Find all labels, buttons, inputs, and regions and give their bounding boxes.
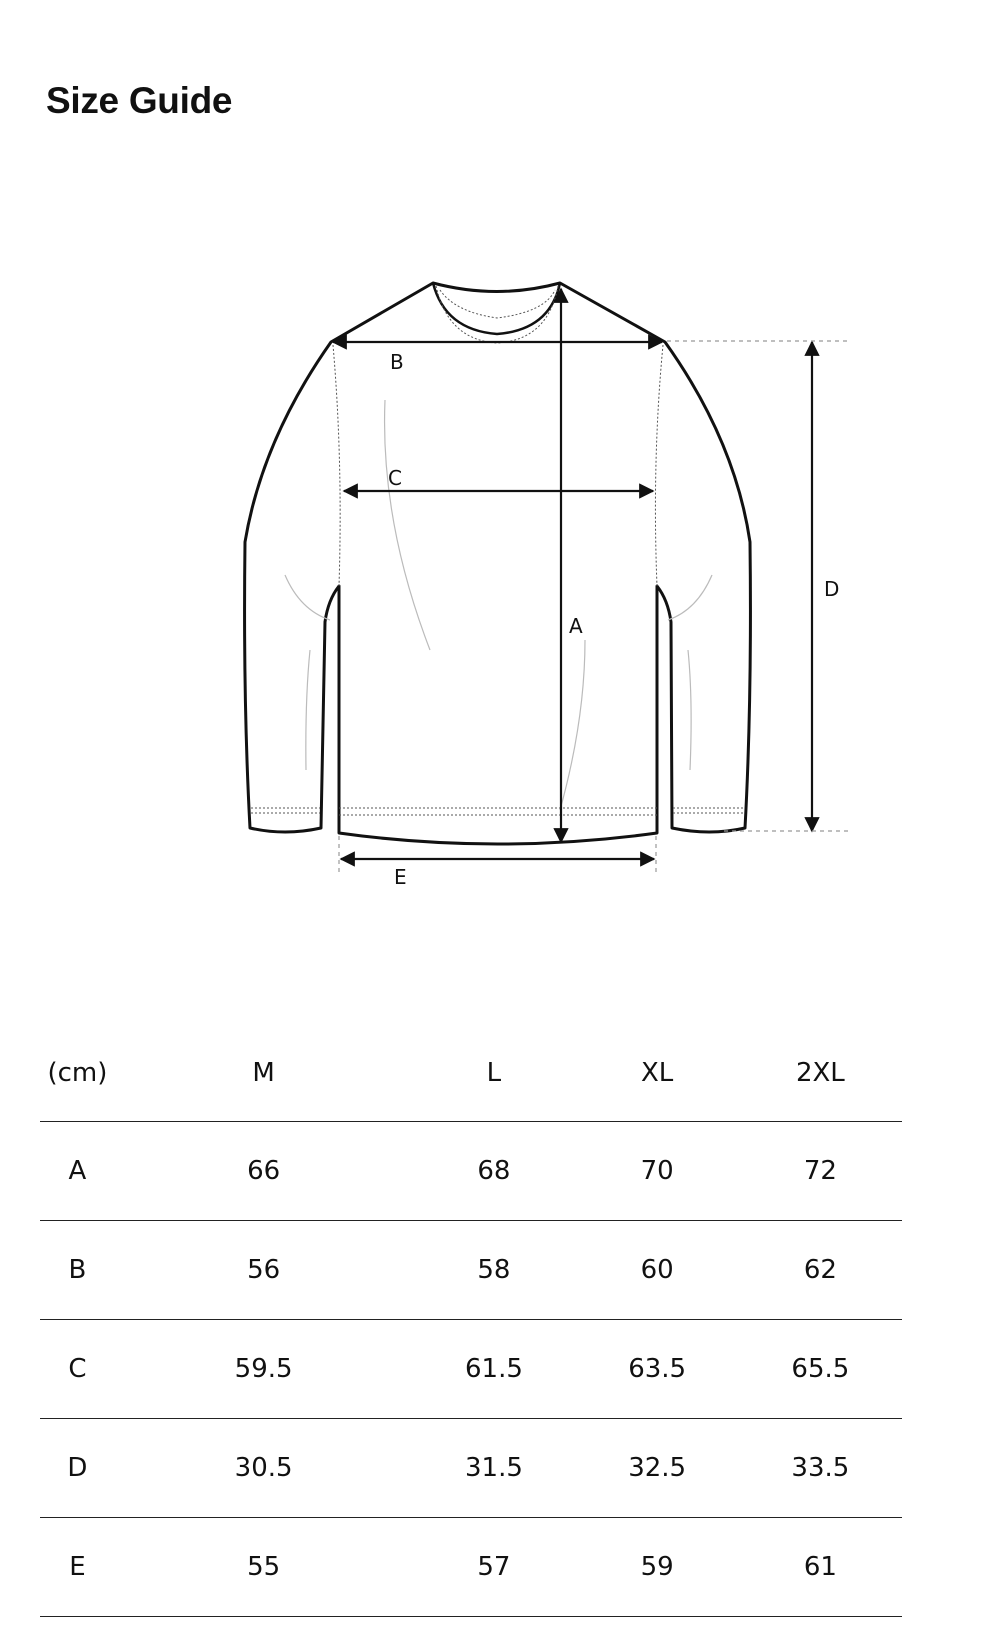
label-a: A [569, 614, 583, 638]
size-table [40, 1024, 902, 1617]
size-header-xl: XL [640, 1057, 674, 1088]
cell: 66 [247, 1156, 281, 1186]
fabric-folds [285, 400, 712, 810]
cell: 32.5 [628, 1453, 687, 1483]
row-label: E [69, 1552, 86, 1582]
size-header-m: M [252, 1057, 275, 1088]
row-label: A [68, 1156, 87, 1186]
size-header-2xl: 2XL [795, 1057, 845, 1088]
row-label: B [68, 1255, 87, 1285]
stitch-lines [251, 286, 744, 815]
label-c: C [388, 466, 402, 490]
table-row [40, 1518, 902, 1617]
cell: 61.5 [464, 1354, 523, 1384]
cell: 56 [247, 1255, 281, 1285]
page-title: Size Guide [46, 80, 233, 121]
row-label: C [68, 1354, 87, 1384]
cell: 57 [477, 1552, 511, 1582]
cell: 70 [640, 1156, 674, 1186]
cell: 61 [803, 1552, 837, 1582]
cell: 59 [640, 1552, 674, 1582]
cell: 68 [477, 1156, 511, 1186]
row-label: D [67, 1453, 88, 1483]
table-row [40, 1419, 902, 1518]
cell: 58 [477, 1255, 511, 1285]
cell: 55 [247, 1552, 281, 1582]
unit-header: (cm) [47, 1057, 108, 1088]
cell: 60 [640, 1255, 674, 1285]
label-e: E [394, 865, 407, 889]
table-row [40, 1122, 902, 1221]
cell: 62 [803, 1255, 837, 1285]
cell: 30.5 [234, 1453, 293, 1483]
table-header-row [40, 1024, 902, 1122]
cell: 72 [803, 1156, 837, 1186]
cell: 33.5 [791, 1453, 850, 1483]
label-b: B [390, 350, 404, 374]
cell: 65.5 [791, 1354, 850, 1384]
size-header-l: L [486, 1057, 502, 1088]
cell: 59.5 [234, 1354, 293, 1384]
cell: 31.5 [464, 1453, 523, 1483]
table-row [40, 1221, 902, 1320]
sweater-outline [245, 283, 751, 844]
label-d: D [824, 577, 840, 601]
cell: 63.5 [628, 1354, 687, 1384]
table-row [40, 1320, 902, 1419]
